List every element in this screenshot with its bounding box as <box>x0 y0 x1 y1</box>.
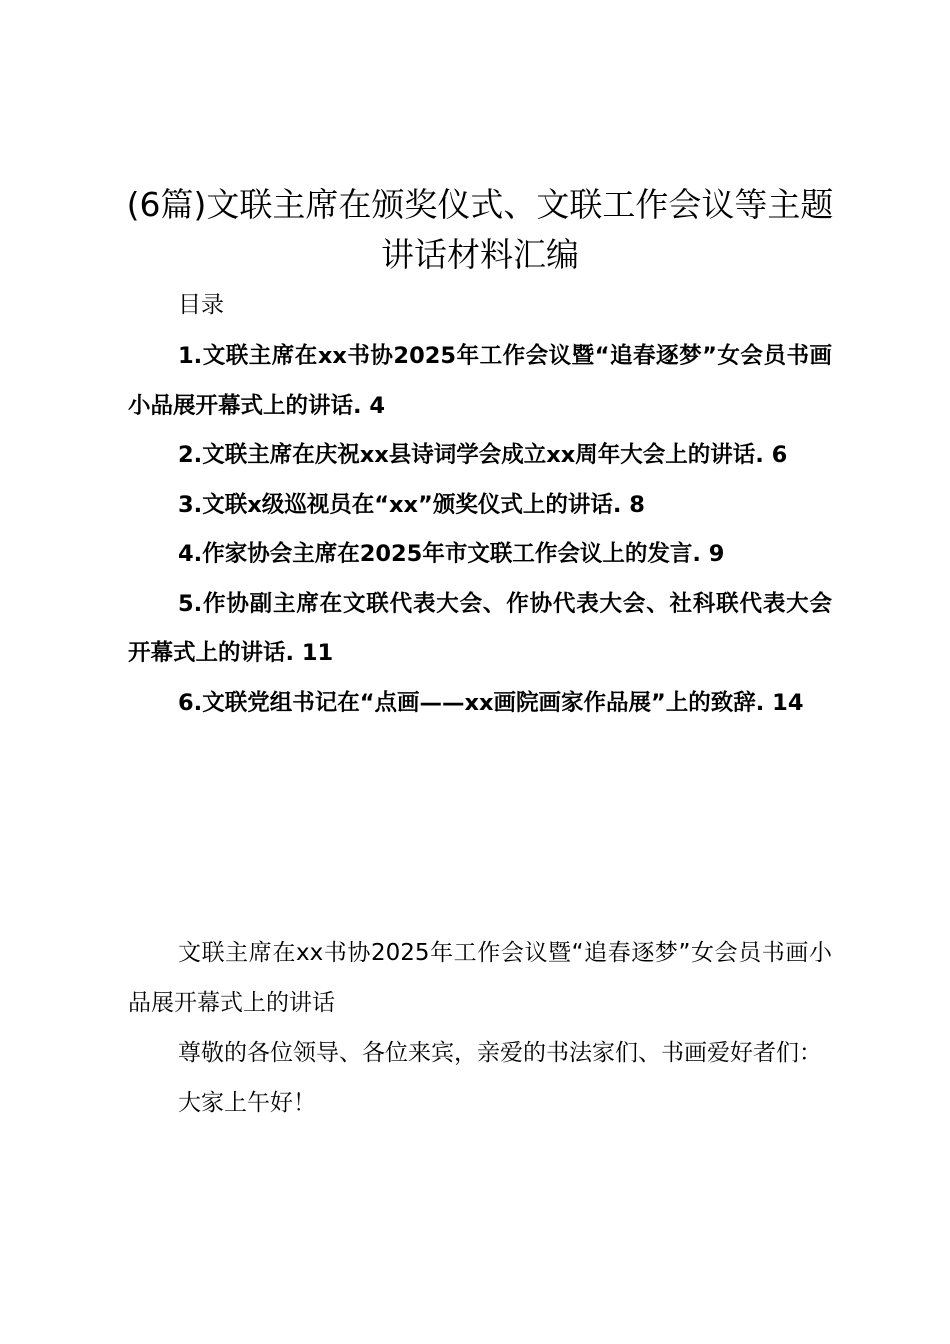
toc-item[interactable]: 4.作家协会主席在2025年市文联工作会议上的发言. 9 <box>178 541 725 567</box>
speech-section <box>128 928 832 1128</box>
salutation: 尊敬的各位领导、各位来宾，亲爱的书法家们、书画爱好者们： <box>178 1040 822 1066</box>
toc-item[interactable]: 1.文联主席在xx书协2025年工作会议暨“追春逐梦”女会员书画小品展开幕式上的讲话. 4 <box>128 343 832 419</box>
greeting: 大家上午好！ <box>178 1090 316 1116</box>
document-page <box>128 0 832 1344</box>
toc-item[interactable]: 2.文联主席在庆祝xx县诗词学会成立xx周年大会上的讲话. 6 <box>178 442 788 468</box>
toc-heading: 目录 <box>178 292 224 318</box>
table-of-contents <box>128 332 832 728</box>
toc-item[interactable]: 3.文联x级巡视员在“xx”颁奖仪式上的讲话. 8 <box>178 491 645 518</box>
toc-item[interactable]: 5.作协副主席在文联代表大会、作协代表大会、社科联代表大会开幕式上的讲话. 11 <box>128 590 832 666</box>
toc-item[interactable]: 6.文联党组书记在“点画——xx画院画家作品展”上的致辞. 14 <box>178 689 804 716</box>
section-title: 文联主席在xx书协2025年工作会议暨“追春逐梦”女会员书画小品展开幕式上的讲话 <box>128 940 832 1016</box>
document-title: (6篇)文联主席在颁奖仪式、文联工作会议等主题讲话材料汇编 <box>126 185 834 274</box>
